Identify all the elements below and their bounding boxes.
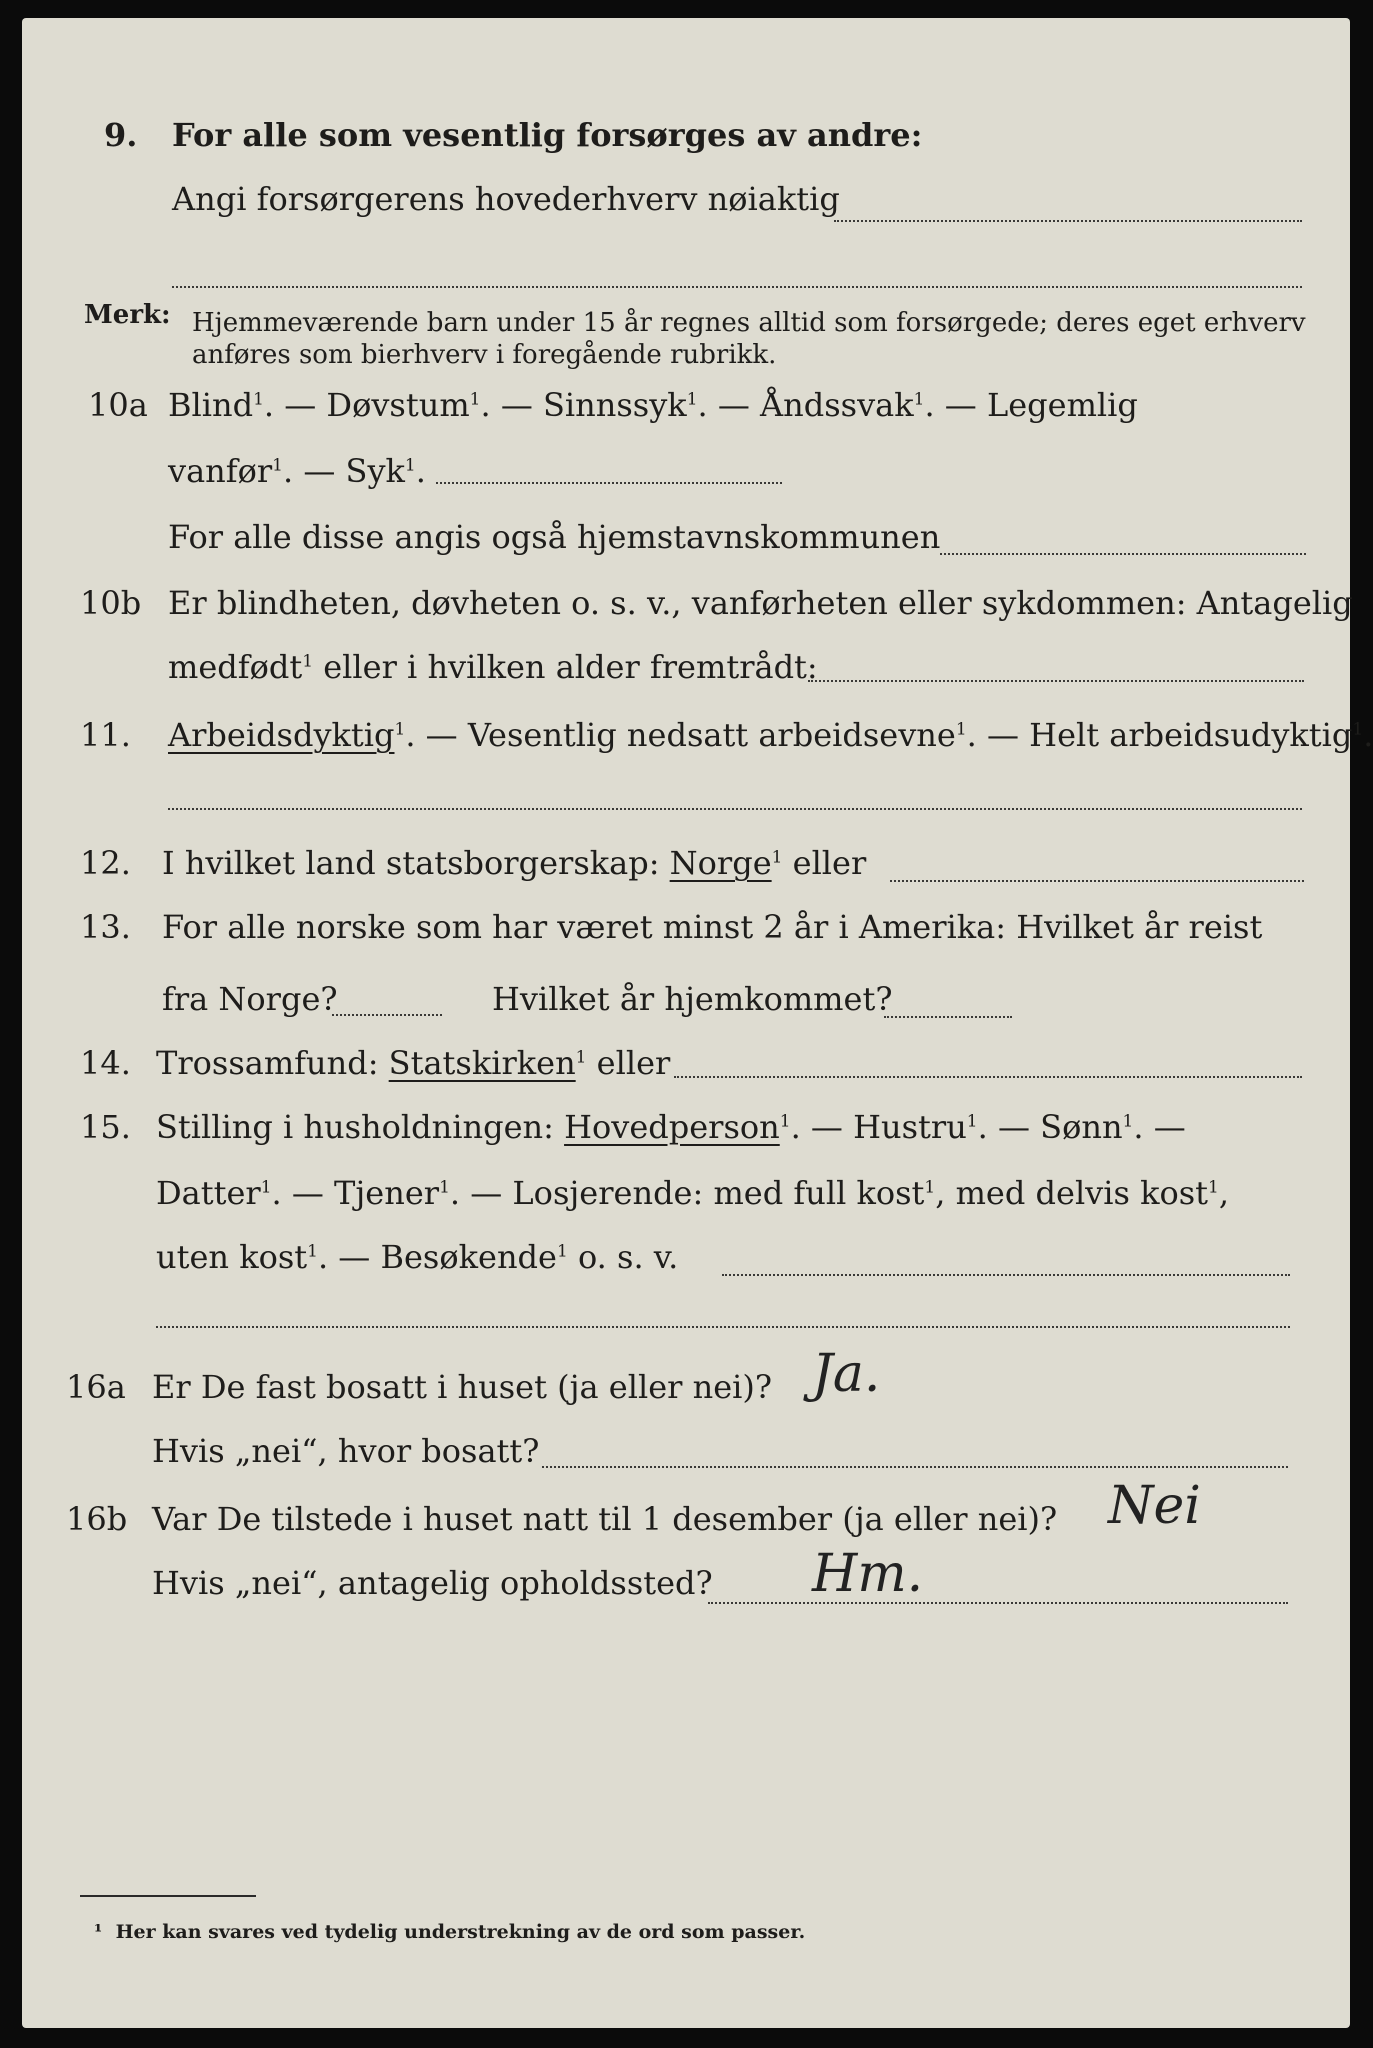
q16b-number: 16b xyxy=(66,1500,128,1538)
q16b-line2: Hvis „nei“, antagelig opholdssted? xyxy=(152,1564,713,1602)
q13-number: 13. xyxy=(80,908,131,946)
q10b-number: 10b xyxy=(80,584,142,622)
q11-line: Arbeidsdyktig$^1$. — Vesentlig nedsatt arbeidsevne$^1$. — Helt arbeidsudyktig$^1$. xyxy=(168,716,1373,754)
q12-answer-line xyxy=(890,880,1304,882)
q14-line: Trossamfund: Statskirken$^1$ eller xyxy=(156,1044,671,1082)
q16b-handwritten-answer: Nei xyxy=(1108,1476,1201,1536)
q13-line2b: Hvilket år hjemkommet? xyxy=(492,980,893,1018)
q13-line1: For alle norske som har været minst 2 år i Amerika: Hvilket år reist xyxy=(162,908,1263,946)
q9-answer-line-2 xyxy=(172,286,1302,288)
merk-line2: anføres som bierhverv i foregående rubrikk. xyxy=(192,340,777,370)
q10a-line1: Blind$^1$. — Døvstum$^1$. — Sinnssyk$^1$. — Åndssvak$^1$. — Legemlig xyxy=(168,386,1138,424)
q9-line1: Angi forsørgerens hovederhverv nøiaktig xyxy=(172,180,840,218)
q16b-answer-line xyxy=(708,1602,1288,1604)
q16a-number: 16a xyxy=(66,1368,126,1406)
q15-underlined-answer: Hovedperson xyxy=(564,1108,780,1146)
q12-number: 12. xyxy=(80,844,131,882)
q11-answer-line xyxy=(168,808,1302,810)
q12-underlined-answer: Norge xyxy=(669,844,772,882)
q10b-line1: Er blindheten, døvheten o. s. v., vanførheten eller sykdommen: Antagelig xyxy=(168,584,1353,622)
footnote: ¹ Her kan svares ved tydelig understrekning av de ord som passer. xyxy=(94,1921,806,1943)
merk-line1: Hjemmeværende barn under 15 år regnes alltid som forsørgede; deres eget erhverv xyxy=(192,308,1306,338)
q10a-line3: For alle disse angis også hjemstavnskommunen xyxy=(168,518,941,556)
q13-hjemkommet-line xyxy=(884,1016,1012,1018)
q16a-handwritten-answer: Ja. xyxy=(812,1344,881,1404)
q15-answer-line-2 xyxy=(156,1326,1290,1328)
q13-reist-line xyxy=(332,1014,442,1016)
q10a-hjemstavn-line xyxy=(940,553,1306,555)
q10b-answer-line xyxy=(808,680,1304,682)
q9-answer-line xyxy=(834,220,1302,222)
q13-line2a: fra Norge? xyxy=(162,980,338,1018)
q16a-answer-line xyxy=(542,1466,1288,1468)
q9-title: For alle som vesentlig forsørges av andre: xyxy=(172,116,923,154)
q15-line1: Stilling i husholdningen: Hovedperson$^1$. — Hustru$^1$. — Sønn$^1$. — xyxy=(156,1108,1186,1146)
q16a-line1: Er De fast bosatt i huset (ja eller nei)? xyxy=(152,1368,773,1406)
q14-number: 14. xyxy=(80,1044,131,1082)
q11-number: 11. xyxy=(80,716,131,754)
merk-label: Merk: xyxy=(84,300,171,330)
q10a-line2: vanfør$^1$. — Syk$^1$. xyxy=(168,452,426,490)
q15-line2: Datter$^1$. — Tjener$^1$. — Losjerende: med full kost$^1$, med delvis kost$^1$, xyxy=(156,1174,1230,1212)
q10b-line2: medfødt$^1$ eller i hvilken alder fremtrådt: xyxy=(168,648,818,686)
q14-answer-line xyxy=(674,1076,1302,1078)
q15-line3: uten kost$^1$. — Besøkende$^1$ o. s. v. xyxy=(156,1238,679,1276)
q10a-number: 10a xyxy=(88,386,148,424)
q11-underlined-answer: Arbeidsdyktig xyxy=(168,716,395,754)
q16a-line2: Hvis „nei“, hvor bosatt? xyxy=(152,1432,540,1470)
q9-number: 9. xyxy=(104,116,138,154)
q10a-syk-line xyxy=(436,482,782,484)
q16b-line1: Var De tilstede i huset natt til 1 desember (ja eller nei)? xyxy=(152,1500,1058,1538)
q12-line: I hvilket land statsborgerskap: Norge$^1$ eller xyxy=(162,844,867,882)
census-form-page xyxy=(22,18,1373,2028)
q15-number: 15. xyxy=(80,1108,131,1146)
q16b-handwritten-place: Hm. xyxy=(812,1544,924,1604)
footnote-rule xyxy=(80,1895,256,1897)
q14-underlined-answer: Statskirken xyxy=(388,1044,576,1082)
q15-answer-line xyxy=(722,1274,1290,1276)
